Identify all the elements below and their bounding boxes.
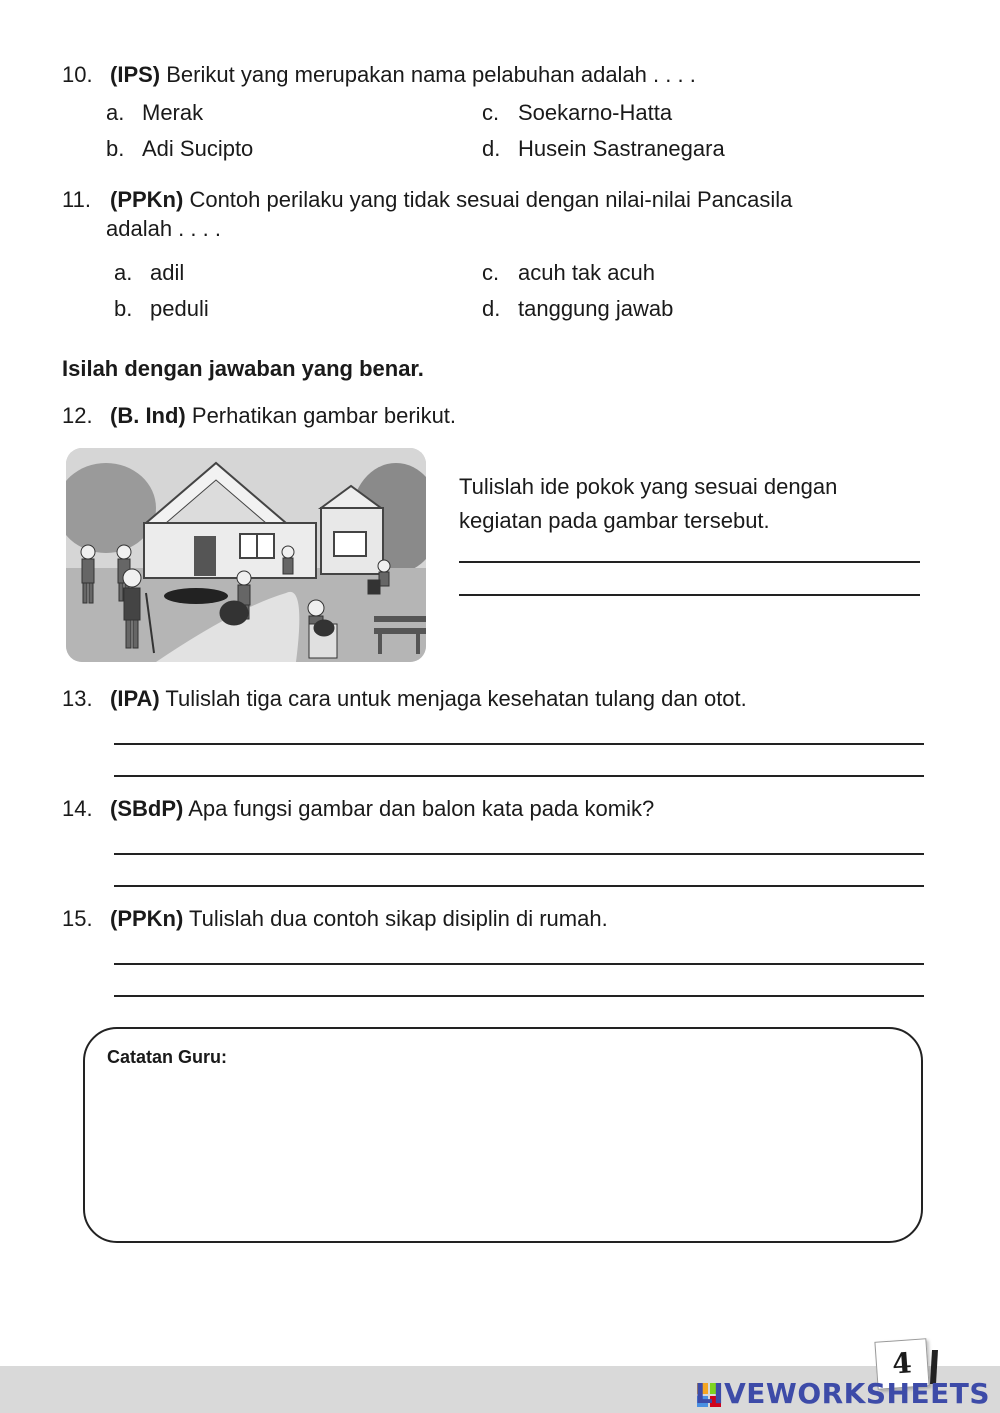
option-11c[interactable]: c. acuh tak acuh [482,260,655,285]
question-subject: (PPKn) [110,187,184,212]
question-text: Perhatikan gambar berikut. [191,403,457,428]
answer-line-15-2[interactable] [114,995,924,997]
option-10a[interactable]: a. Merak [106,100,204,125]
question-text-line2: adalah . . . . [106,216,221,241]
question-text: Tulislah dua contoh sikap disiplin di rumah. [189,906,608,931]
answer-line-14-1[interactable] [114,853,924,855]
question-number: 11. [62,187,91,212]
question-15 [62,904,608,933]
question-12-prompt [459,470,837,538]
brand-wordmark[interactable]: LIVEWORKSHEETS [694,1377,990,1410]
question-text: Contoh perilaku yang tidak sesuai dengan nilai-nilai Pancasila [189,187,793,212]
question-subject: (SBdP) [110,796,184,821]
answer-line-15-1[interactable] [114,963,924,965]
option-11a[interactable]: a. adil [114,260,185,285]
question-13 [62,684,747,713]
answer-line-13-1[interactable] [114,743,924,745]
section-instruction: Isilah dengan jawaban yang benar. [62,356,424,381]
answer-line-14-2[interactable] [114,885,924,887]
question-text: Apa fungsi gambar dan balon kata pada komik? [188,796,655,821]
question-11 [62,185,792,243]
question-number: 14. [62,796,93,821]
question-number: 15. [62,906,93,931]
answer-line-12-2[interactable] [459,594,920,596]
option-10d[interactable]: d. Husein Sastranegara [482,136,725,161]
question-12 [62,401,456,430]
question-10 [62,60,696,89]
question-number: 10. [62,62,93,87]
prompt-line-1: Tulislah ide pokok yang sesuai dengan [459,474,838,499]
question-subject: (PPKn) [110,906,184,931]
question-subject: (IPA) [110,686,160,711]
option-11b[interactable]: b. peduli [114,296,209,321]
teacher-note-box[interactable] [83,1027,923,1243]
option-11d[interactable]: d. tanggung jawab [482,296,674,321]
question-number: 12. [62,403,93,428]
option-10c[interactable]: c. Soekarno-Hatta [482,100,673,125]
teacher-note-label: Catatan Guru: [107,1047,228,1067]
option-10b[interactable]: b. Adi Sucipto [106,136,254,161]
question-subject: (B. Ind) [110,403,186,428]
question-number: 13. [62,686,93,711]
cleanup-scene-illustration [66,448,426,662]
prompt-line-2: kegiatan pada gambar tersebut. [459,508,770,533]
question-text: Berikut yang merupakan nama pelabuhan adalah . . . . [166,62,696,87]
question-subject: (IPS) [110,62,161,87]
answer-line-12-1[interactable] [459,561,920,563]
answer-line-13-2[interactable] [114,775,924,777]
page-number: 4 [891,1346,913,1381]
question-text: Tulislah tiga cara untuk menjaga kesehatan tulang dan otot. [165,686,747,711]
question-14 [62,794,654,823]
